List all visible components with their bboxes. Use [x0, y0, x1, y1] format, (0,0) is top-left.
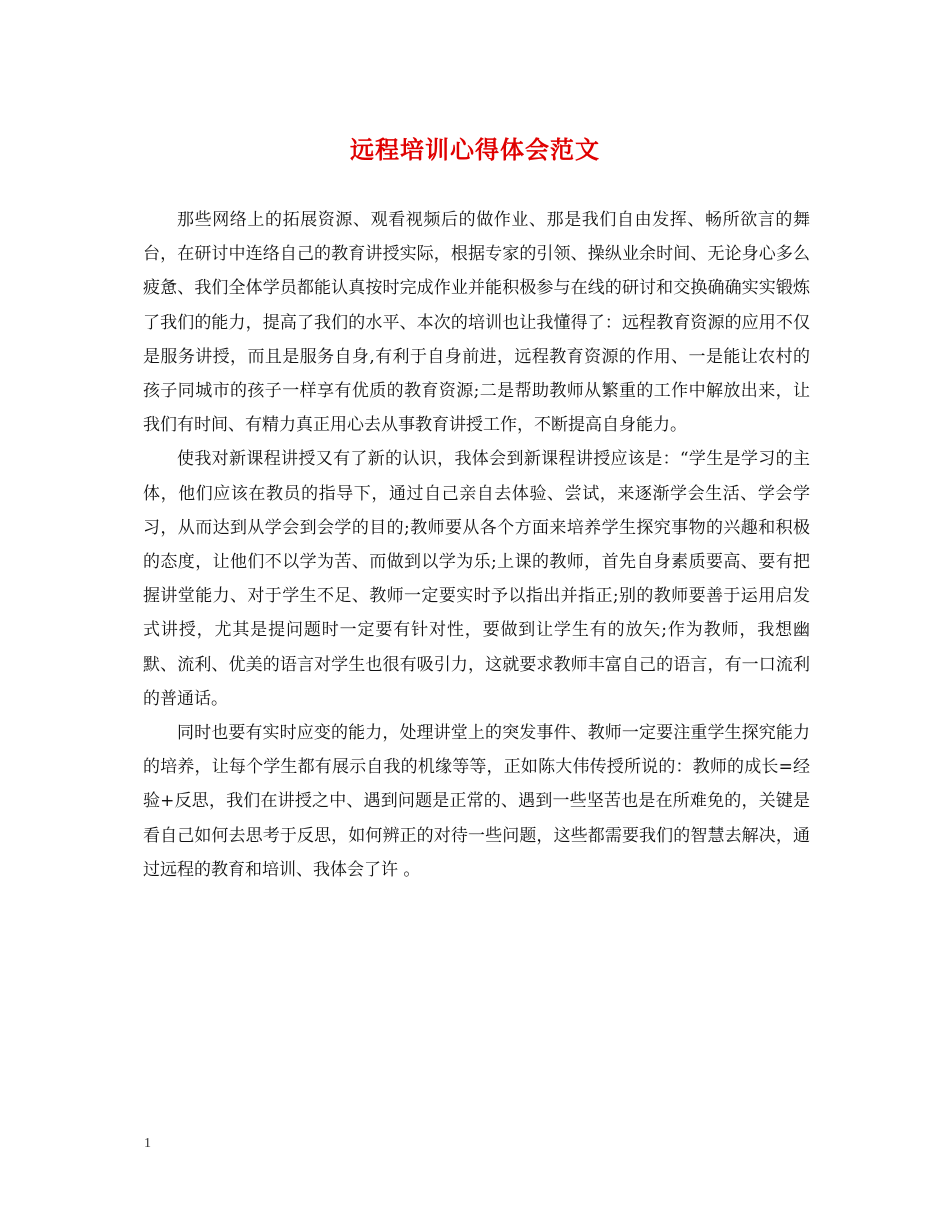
- body-paragraph-2: 使我对新课程讲授又有了新的认识，我体会到新课程讲授应该是：“学生是学习的主体，他们应该在教员的指导下，通过自己亲自去体验、尝试，来逐渐学会生活、学会学习，从而达到从学会到会学的目的;教师要从各个方面来培养学生探究事物的兴趣和积极的态度，让他们不以学为苦、而做到以学为乐;上课的教师，首先自身素质要高、要有把握讲堂能力、对于学生不足、教师一定要实时予以指出并指正;别的教师要善于运用启发式讲授，尤其是提问题时一定要有针对性，要做到让学生有的放矢;作为教师，我想幽默、流利、优美的语言对学生也很有吸引力，这就要求教师丰富自己的语言，有一口流利的普通话。: [143, 449, 810, 709]
- body-paragraph-1: 那些网络上的拓展资源、观看视频后的做作业、那是我们自由发挥、畅所欲言的舞台，在研讨中连络自己的教育讲授实际，根据专家的引领、操纵业余时间、无论身心多么疲惫、我们全体学员都能认真按时完成作业并能积极参与在线的研讨和交换确确实实锻炼了我们的能力，提高了我们的水平、本次的培训也让我懂得了：远程教育资源的应用不仅是服务讲授，而且是服务自身,有利于自身前进，远程教育资源的作用、一是能让农村的孩子同城市的孩子一样享有优质的教育资源;二是帮助教师从繁重的工作中解放出来，让我们有时间、有精力真正用心去从事教育讲授工作，不断提高自身能力。: [143, 210, 810, 436]
- body-paragraph-3: 同时也要有实时应变的能力，处理讲堂上的突发事件、教师一定要注重学生探究能力的培养，让每个学生都有展示自我的机缘等等，正如陈大伟传授所说的：教师的成长=经验+反思，我们在讲授之中、遇到问题是正常的、遇到一些坚苦也是在所难免的，关键是看自己如何去思考于反思，如何辨正的对待一些问题，这些都需要我们的智慧去解决，通过远程的教育和培训、我体会了许 。: [143, 723, 810, 880]
- document-title: 远程培训心得体会范文: [350, 135, 600, 164]
- document-body: [143, 203, 810, 887]
- page-number: 1: [144, 1136, 151, 1151]
